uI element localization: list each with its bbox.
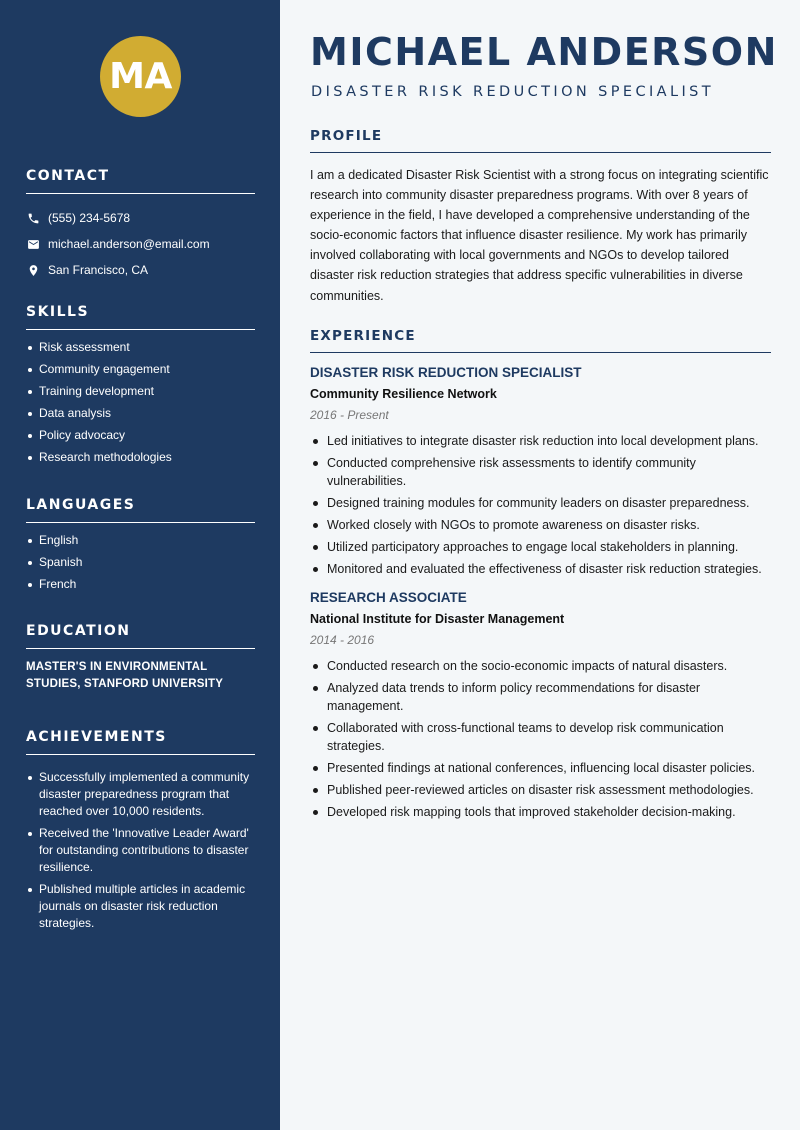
contact-list [26,205,255,283]
job-bullet: Led initiatives to integrate disaster risk reduction into local development plans. [310,432,771,450]
skill-item: Data analysis [26,406,255,421]
phone-icon [26,211,40,225]
job-bullets [310,657,771,821]
job-bullet: Monitored and evaluated the effectiveness of disaster risk reduction strategies. [310,560,771,578]
location-text: San Francisco, CA [48,263,149,277]
candidate-name: MICHAEL ANDERSON [310,30,778,74]
job-dates: 2014 - 2016 [310,633,375,647]
achievement-item: Received the 'Innovative Leader Award' for outstanding contributions to disaster resilience. [26,825,255,876]
job-bullet: Analyzed data trends to inform policy recommendations for disaster management. [310,679,771,715]
experience-section [310,328,771,825]
job-bullet: Published peer-reviewed articles on disaster risk assessment methodologies. [310,781,771,799]
job-bullet: Developed risk mapping tools that improved stakeholder decision-making. [310,803,771,821]
skill-item: Community engagement [26,362,255,377]
job-bullet: Designed training modules for community leaders on disaster preparedness. [310,494,771,512]
job-bullet: Conducted comprehensive risk assessments to identify community vulnerabilities. [310,454,771,490]
skill-item: Research methodologies [26,450,255,465]
language-item: English [26,533,255,548]
achievement-item: Successfully implemented a community disaster preparedness program that reached over 10,000 residents. [26,769,255,820]
languages-list [26,533,255,592]
profile-section [310,128,771,306]
skills-heading: SKILLS [26,304,255,330]
candidate-title: DISASTER RISK REDUCTION SPECIALIST [311,84,715,100]
job-title: DISASTER RISK REDUCTION SPECIALIST [310,365,582,380]
skill-item: Training development [26,384,255,399]
education-heading: EDUCATION [26,623,255,649]
job-dates: 2016 - Present [310,408,389,422]
contact-email [26,231,255,257]
job-entry [310,590,771,821]
profile-text: I am a dedicated Disaster Risk Scientist with a strong focus on integrating scientific research into community disaster preparedness programs. With over 8 years of experience in the field, I have developed a comprehensive understanding of the socio-economic factors that influence disaster resilience. My work has primarily involved collaborating with local governments and NGOs to develop tailored disaster risk reduction strategies that address specific vulnerabilities in diverse communities. [310,168,769,303]
education-degree: MASTER'S IN ENVIRONMENTAL STUDIES, STANFORD UNIVERSITY [26,661,224,690]
job-bullets [310,432,771,578]
skill-item: Policy advocacy [26,428,255,443]
achievements-section [26,729,255,937]
language-item: Spanish [26,555,255,570]
location-pin-icon [26,263,40,277]
languages-heading: LANGUAGES [26,497,255,523]
job-bullet: Presented findings at national conferences, influencing local disaster policies. [310,759,771,777]
contact-location [26,257,255,283]
job-bullet: Utilized participatory approaches to engage local stakeholders in planning. [310,538,771,556]
language-item: French [26,577,255,592]
job-bullet: Worked closely with NGOs to promote awareness on disaster risks. [310,516,771,534]
contact-phone [26,205,255,231]
contact-section [26,168,255,283]
achievements-list [26,769,255,932]
contact-heading: CONTACT [26,168,255,194]
achievements-heading: ACHIEVEMENTS [26,729,255,755]
skills-list [26,340,255,465]
job-company: Community Resilience Network [310,387,497,401]
email-text: michael.anderson@email.com [48,237,210,251]
skills-section [26,304,255,472]
job-title: RESEARCH ASSOCIATE [310,590,467,605]
job-entry [310,365,771,578]
avatar [100,36,181,117]
job-company: National Institute for Disaster Management [310,612,565,626]
skill-item: Risk assessment [26,340,255,355]
achievement-item: Published multiple articles in academic journals on disaster risk reduction strategies. [26,881,255,932]
experience-heading: EXPERIENCE [310,328,771,353]
mail-icon [26,237,40,251]
education-section [26,623,255,693]
sidebar [0,0,280,1130]
languages-section [26,497,255,599]
profile-heading: PROFILE [310,128,771,153]
avatar-initials: MA [109,56,172,97]
phone-text: (555) 234-5678 [48,211,131,225]
job-bullet: Collaborated with cross-functional teams to develop risk communication strategies. [310,719,771,755]
job-bullet: Conducted research on the socio-economic impacts of natural disasters. [310,657,771,675]
main-content [280,0,800,1130]
